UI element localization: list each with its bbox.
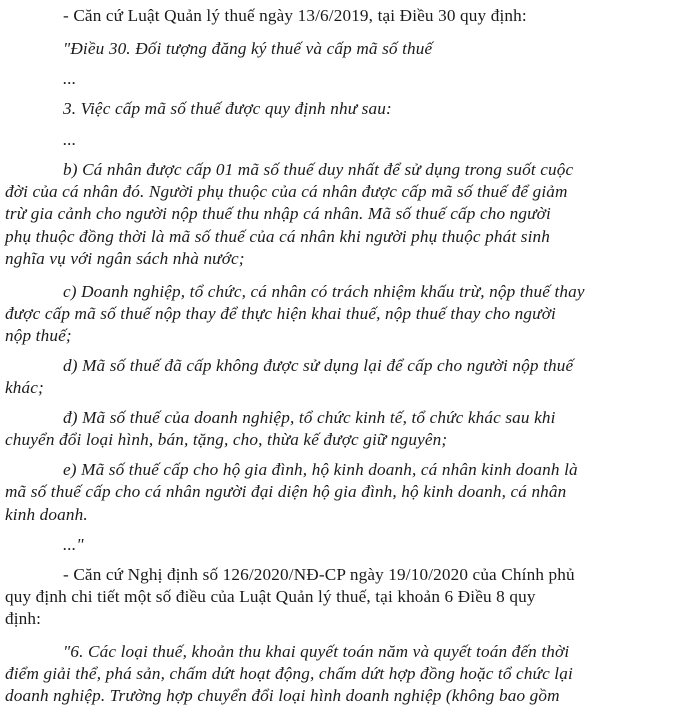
text-line: mã số thuế cấp cho cá nhân người đại diện hộ gia đình, hộ kinh doanh, cá nhân: [5, 482, 567, 501]
text-line: định:: [5, 609, 42, 628]
text-line: trừ gia cảnh cho người nộp thuế thu nhập cá nhân. Mã số thuế cấp cho người: [5, 204, 551, 223]
text-line: đời của cá nhân đó. Người phụ thuộc của cá nhân được cấp mã số thuế để giảm: [5, 182, 568, 201]
text-line: nghĩa vụ với ngân sách nhà nước;: [5, 249, 245, 268]
text-line: b) Cá nhân được cấp 01 mã số thuế duy nhất để sử dụng trong suốt cuộc: [63, 160, 574, 179]
text-line: nộp thuế;: [5, 326, 72, 345]
text-line: - Căn cứ Luật Quản lý thuế ngày 13/6/2019, tại Điều 30 quy định:: [63, 6, 527, 25]
text-line: điểm giải thể, phá sản, chấm dứt hoạt động, chấm dứt hợp đồng hoặc tổ chức lại: [5, 664, 573, 683]
text-line: d) Mã số thuế đã cấp không được sử dụng lại để cấp cho người nộp thuế: [63, 356, 574, 375]
text-line: đ) Mã số thuế của doanh nghiệp, tổ chức kinh tế, tổ chức khác sau khi: [63, 408, 556, 427]
text-line: doanh nghiệp. Trường hợp chuyển đổi loại hình doanh nghiệp (không bao gồm: [5, 686, 560, 705]
text-line: "Điều 30. Đối tượng đăng ký thuế và cấp mã số thuế: [63, 39, 433, 58]
text-line: "6. Các loại thuế, khoản thu khai quyết toán năm và quyết toán đến thời: [63, 642, 570, 661]
text-line: được cấp mã số thuế nộp thay để thực hiện khai thuế, nộp thuế thay cho người: [5, 304, 556, 323]
text-line: chuyển đổi loại hình, bán, tặng, cho, thừa kế được giữ nguyên;: [5, 430, 448, 449]
text-line: ...": [63, 535, 84, 554]
text-line: kinh doanh.: [5, 505, 88, 524]
text-line: khác;: [5, 378, 44, 397]
text-line: ...: [63, 69, 77, 88]
text-line: ...: [63, 130, 77, 149]
text-line: quy định chi tiết một số điều của Luật Quản lý thuế, tại khoản 6 Điều 8 quy: [5, 587, 536, 606]
text-line: phụ thuộc đồng thời là mã số thuế của cá nhân khi người phụ thuộc phát sinh: [5, 227, 551, 246]
text-line: c) Doanh nghiệp, tổ chức, cá nhân có trách nhiệm khấu trừ, nộp thuế thay: [63, 282, 585, 301]
text-line: - Căn cứ Nghị định số 126/2020/NĐ-CP ngày 19/10/2020 của Chính phủ: [63, 565, 575, 584]
text-line: 3. Việc cấp mã số thuế được quy định như sau:: [63, 99, 392, 118]
text-line: e) Mã số thuế cấp cho hộ gia đình, hộ kinh doanh, cá nhân kinh doanh là: [63, 460, 578, 479]
